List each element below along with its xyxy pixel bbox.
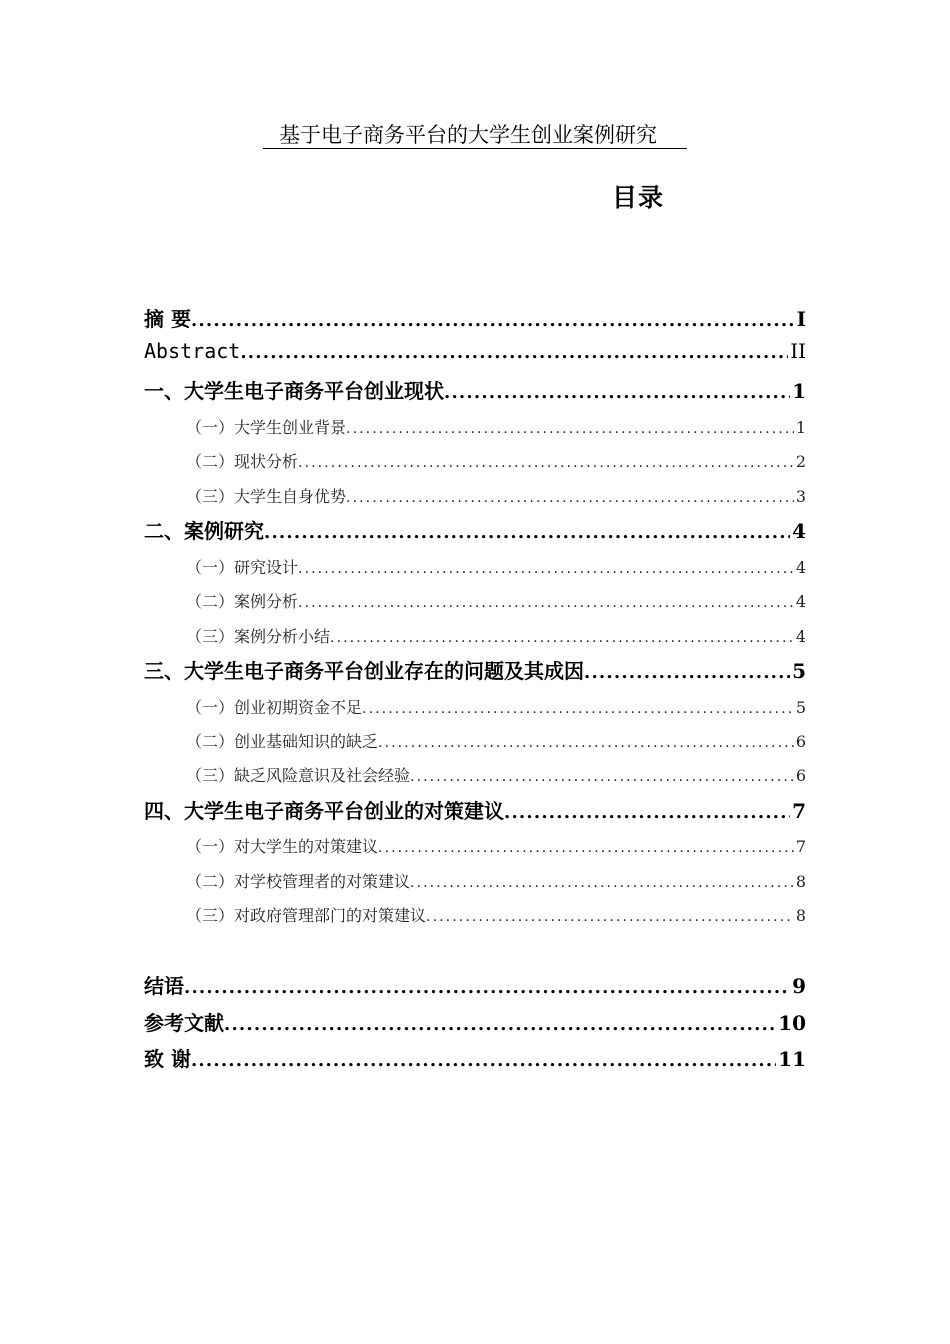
toc-entry-label: （一）对大学生的对策建议 [186,837,379,856]
dot-leader [191,310,795,331]
dot-leader [378,735,794,751]
toc-entry-page: 8 [795,906,806,925]
toc-heading: 目录 [612,183,665,212]
dot-leader [184,977,790,998]
toc-entry-label: 摘 要 [144,307,191,331]
toc-entry-label: 三、大学生电子商务平台创业存在的问题及其成因 [144,659,584,683]
toc-entry-page: 1 [792,379,806,403]
toc-entry-page: 4 [792,519,806,543]
dot-leader [584,662,790,683]
toc-entry-references[interactable] [144,1007,806,1041]
toc-entry-label: （二）现状分析 [186,452,299,471]
toc-entry-page: 9 [792,974,806,998]
toc-entry-label: Abstract [144,339,241,363]
toc-entry-section-1-2[interactable] [186,449,806,479]
toc-entry-label: 四、大学生电子商务平台创业的对策建议 [144,799,504,823]
toc-entry-page: 2 [795,452,806,471]
dot-leader [444,382,790,403]
toc-entry-abstract-cn[interactable] [144,303,806,337]
toc-entry-page: 4 [795,627,806,646]
toc-entry-section-2-2[interactable] [186,589,806,619]
toc-entry-page: 7 [795,837,806,856]
toc-entry-page: 6 [795,732,806,751]
document-header [0,122,950,149]
dot-leader [298,455,794,471]
toc-entry-label: （一）创业初期资金不足 [186,698,363,717]
toc-entry-section-1-3[interactable] [186,484,806,514]
toc-entry-abstract-en[interactable] [144,339,806,373]
dot-leader [362,701,794,717]
dot-leader [426,909,794,925]
toc-entry-section-4-3[interactable] [186,903,806,933]
toc-entry-page: 8 [795,872,806,891]
toc-entry-section-1-1[interactable] [186,415,806,445]
toc-entry-label: （二）创业基础知识的缺乏 [186,732,379,751]
dot-leader [410,875,794,891]
toc-entry-acknowledgements[interactable] [144,1043,806,1077]
dot-leader [224,1014,776,1035]
toc-entry-page: 10 [778,1011,806,1035]
toc-entry-page: 5 [795,698,806,717]
toc-entry-page: 7 [792,799,806,823]
dot-leader [191,1050,776,1071]
toc-entry-chapter-2[interactable] [144,515,806,549]
toc-entry-page: 6 [795,766,806,785]
toc-entry-label: （一）研究设计 [186,558,299,577]
toc-entry-section-2-3[interactable] [186,624,806,654]
toc-entry-page: I [796,307,806,331]
toc-entry-conclusion[interactable] [144,970,806,1004]
toc-entry-page: 5 [792,659,806,683]
dot-leader [378,840,794,856]
toc-entry-section-2-1[interactable] [186,555,806,585]
toc-entry-section-4-2[interactable] [186,869,806,899]
toc-entry-section-3-1[interactable] [186,695,806,725]
toc-entry-label: 参考文献 [144,1011,224,1035]
dot-leader [330,630,794,646]
dot-leader [264,522,790,543]
toc-entry-label: （三）对政府管理部门的对策建议 [186,906,427,925]
dot-leader [504,802,790,823]
toc-entry-chapter-4[interactable] [144,795,806,829]
dot-leader [346,421,794,437]
toc-entry-page: 4 [795,592,806,611]
toc-entry-label: 二、案例研究 [144,519,264,543]
dot-leader [298,595,794,611]
toc-entry-label: 结语 [144,974,184,998]
toc-entry-label: （三）大学生自身优势 [186,487,347,506]
toc-entry-page: 3 [795,487,806,506]
toc-entry-label: （三）缺乏风险意识及社会经验 [186,766,411,785]
toc-entry-section-3-3[interactable] [186,763,806,793]
toc-entry-label: （二）对学校管理者的对策建议 [186,872,411,891]
toc-entry-label: 致 谢 [144,1047,191,1071]
toc-entry-chapter-1[interactable] [144,375,806,409]
toc-entry-page: 4 [795,558,806,577]
toc-entry-label: （一）大学生创业背景 [186,418,347,437]
document-title: 基于电子商务平台的大学生创业案例研究 [263,122,687,149]
toc-entry-section-3-2[interactable] [186,729,806,759]
toc-entry-label: （二）案例分析 [186,592,299,611]
dot-leader [346,490,794,506]
toc-entry-chapter-3[interactable] [144,655,806,689]
toc-entry-page: 1 [795,418,806,437]
dot-leader [240,342,788,363]
toc-entry-section-4-1[interactable] [186,834,806,864]
toc-entry-label: （三）案例分析小结 [186,627,331,646]
dot-leader [298,561,794,577]
toc-entry-page: II [790,339,806,363]
toc-entry-label: 一、大学生电子商务平台创业现状 [144,379,444,403]
toc-entry-page: 11 [778,1047,806,1071]
dot-leader [410,769,794,785]
